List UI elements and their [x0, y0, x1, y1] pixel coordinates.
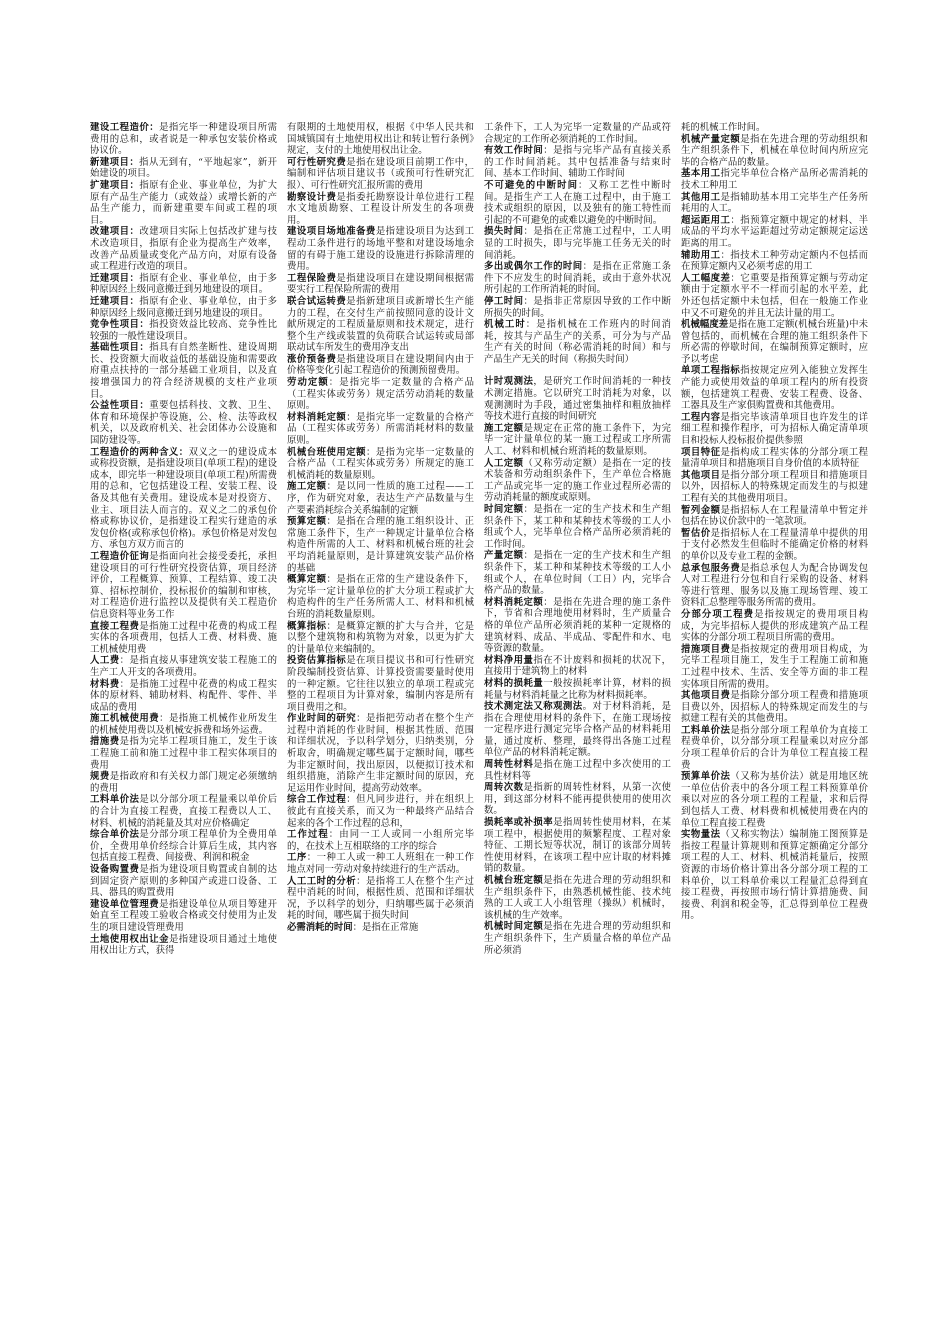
glossary-term: 周转性材料: [484, 759, 534, 771]
glossary-definition: ：指技术工种劳动定额内不包括而在预算定额内又必须考虑的用工: [681, 249, 868, 273]
glossary-term: 人工费: [90, 655, 120, 667]
glossary-definition: 指按规定应列入能独立发挥生产能力或使用效益的单项工程内的所有投资额，包括建筑工程费、安装工程费、设备、工器具及生产家俱购置费和其他费用。: [681, 365, 868, 412]
glossary-definition: 是指在先进合理的劳动组织和生产组织条件下，由熟悉机械性能、技术纯熟的工人或工人小组管理（操纵）机械时，该机械的生产效率。: [484, 875, 671, 921]
glossary-definition: 是指总承包人为配合协调发包人对工程进行分包和自行采购的设备、材料等进行管理、服务以及施工现场管理、竣工资料汇总整理等服务所需的费用。: [681, 562, 868, 609]
text-column-1: [90, 122, 277, 1272]
glossary-entry: [287, 481, 474, 516]
glossary-term: 直接工程费: [90, 620, 140, 632]
glossary-definition: ：是以同一性质的施工过程——工序，作为研究对象，表达生产产品数量与生产要素消耗综合关系编制的定额: [287, 481, 474, 516]
glossary-term: 建设单位管理费: [90, 898, 160, 910]
glossary-entry: [90, 180, 277, 226]
glossary-entry: [287, 829, 474, 852]
glossary-definition: ：又称工艺性中断时间。是指生产工人在施工过程中，由于施工技术或组织的原因，以及独有的施工特性而引起的不可避免的或难以避免的中断时间。: [484, 179, 671, 226]
glossary-definition: 是指完毕一种建设项目所需费用的总和，或者说是一种承包安装价格或协议价。: [90, 122, 277, 157]
glossary-entry: [484, 296, 671, 319]
glossary-term: 机械台班使用定额: [287, 446, 366, 458]
glossary-entry: [681, 365, 868, 411]
glossary-term: 材料净用量: [484, 654, 534, 666]
glossary-entry: [484, 261, 671, 296]
glossary-entry: [90, 679, 277, 714]
glossary-definition: 是指分部分项工程单价为直接工程费单价，以分部分项工程量乘以对应分部分项工程单价后的合计为单位工程直接工程费: [681, 724, 868, 771]
glossary-definition: 是指在先进合理的劳动组织和生产组织条件下，生产质量合格的单位产品所必须消: [484, 921, 671, 956]
glossary-entry: [287, 655, 474, 713]
glossary-definition: 是在项目提议书和可行性研究阶段编制投资估算、计算投资需要量时使用的一种定额。它往往以独立的单项工程或完整的工程项目为计算对象，编制内容是所有项目费用之和。: [287, 655, 474, 713]
glossary-term: 有效工作时间: [484, 145, 544, 157]
glossary-definition: 是指在施工定额(机械台班量)中未曾包括的，而机械在合理的施工组织条件下所必需的停歇时间，在编制预算定额时，应予以考虑: [681, 319, 868, 365]
glossary-entry: [90, 400, 277, 446]
glossary-term: 迁建项目：: [90, 295, 140, 307]
glossary-definition: ：是指在合理的施工组织设计、正常施工条件下，生产一种规定计量单位合格构造件所需的人工、材料和机械台班的社会平均消耗量原则，是计算建筑安装产品价格的基础: [287, 516, 474, 574]
glossary-definition: 是指施工过程中花费的构成工程实体的各项费用，包括人工费、材料费、施工机械使用费: [90, 620, 277, 655]
glossary-term: 工料单价法: [681, 724, 731, 736]
glossary-term: 项目特征: [681, 446, 721, 458]
glossary-term: 材料消耗定额: [484, 596, 544, 608]
glossary-entry: [484, 875, 671, 921]
glossary-entry: [484, 550, 671, 596]
glossary-entry: [287, 922, 474, 934]
glossary-term: 辅助用工: [681, 249, 721, 261]
glossary-term: 概算指标: [287, 620, 327, 632]
glossary-definition: 是指在施工过程中多次使用的工具性材料等: [484, 759, 671, 782]
glossary-term: 施工定额: [484, 422, 524, 434]
text-column-2: [287, 122, 474, 1272]
glossary-definition: 改建项目实际上包括改扩建与技术改造项目，指原有企业为提高生产效率，改善产品质量或变化产品方向，对原有设备或工程进行改造的项目。: [90, 226, 277, 273]
glossary-term: 综合单价法: [90, 829, 140, 841]
glossary-term: 分部分项工程费: [681, 608, 755, 620]
glossary-definition: 是指招标人在工程量清单中提供的用于支付必然发生但临时不能确定价格的材料的单价以及专业工程的金额。: [681, 527, 868, 562]
glossary-term: 迁建项目：: [90, 272, 140, 284]
glossary-term: 竞争性项目：: [90, 319, 150, 331]
glossary-entry: [484, 122, 671, 145]
glossary-definition: 是指建设单位从项目筹建开始直至工程竣工验收合格或交付使用为止发生的项目建设管理费用: [90, 898, 277, 933]
glossary-term: 建设工程造价：: [90, 122, 160, 133]
glossary-definition: 。对于材料消耗，是指在合理使用材料的条件下，在施工现场按一定程序进行测定完毕合格产品的材料耗用量，通过度析、整理，最终得出各施工过程单位产品的材料消耗定额。: [484, 701, 671, 759]
glossary-definition: 有限期的土地使用权，根据《中华人民共和国城镇国有土地使用权出让和转让暂行条例》规定，支付的土地使用权出让金。: [287, 122, 474, 157]
glossary-term: 基本用工: [681, 168, 721, 180]
glossary-term: 人工幅度差: [681, 272, 731, 284]
glossary-entry: [90, 829, 277, 864]
glossary-definition: ：它重要是指预算定额与劳动定额由于定额水平不一样而引起的水平差，此外还包括定额中未包括，但在一般施工作业中又不可避免的并且无法计量的用工。: [681, 272, 868, 319]
glossary-definition: 是指为建设项目购置或自制的达到固定资产原则的多种国产或进口设备、工具、器具的购置费用: [90, 864, 277, 899]
glossary-entry: [287, 377, 474, 412]
glossary-term: 土地使用权出让金: [90, 933, 169, 945]
glossary-term: 工料单价法: [90, 794, 140, 806]
glossary-entry: [681, 215, 868, 250]
glossary-term: 概算定额: [287, 574, 327, 586]
glossary-definition: ：是指为完毕一定数量的合格产品（工程实体或劳务）所规定的施工机械消耗的数量原则。: [287, 446, 474, 481]
glossary-definition: 工条件下，工人为完毕一定数量的产品或符合规定的工作所必须消耗的工作时间。: [484, 122, 671, 145]
glossary-definition: 一般按损耗率计算，材料的损耗量与材料消耗量之比称为材料损耗率。: [484, 677, 671, 701]
glossary-entry: [484, 376, 671, 422]
glossary-term: 暂估价: [681, 527, 711, 539]
glossary-term: 机械幅度差: [681, 319, 729, 331]
glossary-entry: [484, 597, 671, 655]
glossary-definition: 是指辅助基本用工完毕生产任务所耗用的人工。: [681, 191, 868, 215]
glossary-definition: 是指在先进合理的劳动组织和生产组织条件下，机械在单位时间内所应完毕的合格产品的数量。: [681, 133, 868, 168]
glossary-definition: 是指政府和有关权力部门规定必须缴纳的费用: [90, 771, 277, 794]
glossary-entry: [90, 934, 277, 957]
glossary-definition: 指完毕单位合格产品所必需消耗的技术工种用工: [681, 168, 868, 191]
glossary-entry: [90, 122, 277, 157]
glossary-definition: ：是指在正常施工过程中，工人明显的工时损失，即与完毕施工任务无关的时间消耗。: [484, 226, 671, 261]
glossary-entry: [90, 296, 277, 319]
glossary-term: 可行性研究费: [287, 156, 347, 168]
glossary-term: 涨价预备费: [287, 353, 337, 365]
glossary-entry: [681, 447, 868, 470]
glossary-term: 暂列金额: [681, 504, 721, 516]
glossary-definition: ：是概算定额的扩大与合并，它是以整个建筑物和构筑物为对象，以更为扩大的计量单位来编制的。: [287, 620, 474, 655]
glossary-term: 人工工时的分析: [287, 875, 357, 887]
glossary-entry: [681, 134, 868, 169]
glossary-term: 工作过程: [287, 829, 329, 841]
glossary-entry: [90, 899, 277, 934]
glossary-definition: 是指招标人在工程量清单中暂定并包括在协议价款中的一笔款项。: [681, 504, 868, 528]
glossary-entry: [90, 273, 277, 296]
glossary-term: 机械产量定额: [681, 133, 741, 145]
glossary-definition: ：是指在正常的生产建设条件下，为完毕一定计量单位的扩大分项工程或扩大构造构件的生产任务所需人工、材料和机械台班的消耗数量原则。: [287, 574, 474, 620]
glossary-definition: 是指分部分项工程项目和措施项目以外，因招标人的特殊规定而发生的与拟建工程有关的其他费用项目。: [681, 469, 868, 504]
glossary-entry: [484, 817, 671, 875]
glossary-term: 措施费: [90, 736, 120, 748]
glossary-definition: ：是指把劳动者在整个生产过程中消耗的作业时间，根据其性质、范围和详细状况，予以科学划分，归纳类别，分析取舍，明确规定哪些属于定额时间，哪些为非定额时间，找出原因，以便拟订技术和组织措施，消除产生非定额时间的原因，充足运用作业时间，提高劳动效率。: [287, 713, 474, 794]
glossary-entry: [484, 759, 671, 782]
glossary-definition: ：由同一工人或同一小组所完毕的，在技术上互相联络的工序的综合: [287, 829, 474, 852]
glossary-term: 投资估算指标: [287, 655, 347, 667]
glossary-entry: [681, 412, 868, 447]
glossary-definition: 指原有企业、事业单位，由于多种原因经上级同意搬迁到另地建设的项目。: [90, 272, 277, 296]
glossary-term: 预算单价法: [681, 771, 731, 783]
glossary-entry: [287, 794, 474, 829]
glossary-term: 施工定额: [287, 481, 327, 493]
glossary-entry: [484, 921, 671, 956]
glossary-entry: [287, 354, 474, 377]
glossary-entry: [484, 701, 671, 759]
glossary-term: 必需消耗的时间: [287, 921, 353, 933]
glossary-entry: [90, 342, 277, 400]
glossary-term: 其他项目费: [681, 690, 731, 702]
glossary-term: 工程造价征询: [90, 550, 150, 562]
glossary-entry: [681, 192, 868, 215]
glossary-term: 劳动定额: [287, 377, 329, 389]
glossary-entry: [484, 504, 671, 550]
glossary-entry: [287, 122, 474, 157]
glossary-entry: [681, 470, 868, 505]
glossary-definition: 是指建设项目通过土地使用权出让方式，获得: [90, 933, 277, 957]
spacer: [484, 365, 671, 376]
glossary-entry: [681, 168, 868, 191]
glossary-term: 设备购置费: [90, 864, 140, 875]
glossary-term: 周转次数: [484, 782, 524, 794]
glossary-term: 勘察设计费: [287, 191, 337, 203]
glossary-definition: ：但凡同步进行，并在组织上彼此有直接关系，而又为一种最终产品结合起来的各个工作过程的总和，: [287, 794, 474, 829]
glossary-term: 措施项目费: [681, 643, 731, 655]
glossary-entry: [90, 319, 277, 342]
glossary-entry: [287, 157, 474, 192]
glossary-definition: （又称劳动定额）是指在一定的技术装备和劳动组织条件下，生产单位合格施工产品或完毕一定的施工作业过程所必需的劳动消耗量的额度或原则。: [484, 457, 671, 504]
glossary-term: 超运距用工: [681, 214, 731, 226]
glossary-term: 人工定额: [484, 457, 524, 469]
glossary-term: 工程造价的两种含义：: [90, 446, 189, 458]
glossary-entry: [484, 458, 671, 504]
glossary-entry: [484, 678, 671, 701]
glossary-definition: 是指为完毕工程项目施工，发生于该工程施工前和施工过程中非工程实体项目的费用: [90, 736, 277, 771]
glossary-definition: 指从无到有，“平地起家”，新开始建设的项目。: [90, 156, 277, 180]
glossary-term: 计时观测法: [484, 376, 534, 388]
glossary-entry: [287, 713, 474, 794]
glossary-term: 技术测定法又称观测法: [484, 701, 583, 713]
glossary-term: 工序: [287, 852, 307, 864]
glossary-definition: ：是指在一定的生产技术和生产组织条件下，某工种和某种技术等级的工人小组或个人，在单位时间（工日）内，完毕合格产品的数量。: [484, 550, 671, 597]
glossary-definition: 是指建设项目为达到工程动工条件进行的场地平整和对建设场地余留的有碍于施工建设的设施进行拆除清理的费用。: [287, 226, 474, 273]
glossary-definition: ：指预算定额中规定的材料、半成品的平均水平运距超过劳动定额规定运送距离的用工。: [681, 214, 868, 249]
glossary-definition: 指原有企业、事业单位，由于多种原因经上级同意搬迁到另地建设的项目。: [90, 295, 277, 319]
glossary-entry: [681, 690, 868, 725]
glossary-entry: [287, 296, 474, 354]
glossary-term: 时间定额: [484, 504, 524, 515]
glossary-entry: [90, 771, 277, 794]
glossary-entry: [287, 447, 474, 482]
document-page: [90, 122, 870, 1272]
glossary-entry: [681, 563, 868, 609]
glossary-entry: [484, 423, 671, 458]
glossary-entry: [681, 505, 868, 528]
glossary-entry: [681, 644, 868, 690]
glossary-term: 损失时间: [484, 226, 524, 238]
glossary-term: 损耗率或补损率: [484, 817, 554, 829]
glossary-entry: [90, 864, 277, 899]
glossary-term: 预算定额: [287, 516, 327, 528]
glossary-term: 多出或偶尔工作的时间: [484, 261, 583, 273]
glossary-entry: [287, 621, 474, 656]
glossary-term: 机械台班定额: [484, 875, 544, 886]
glossary-definition: ：是指在一定的生产技术和生产组织条件下，某工种和某种技术等级的工人小组或个人，完毕单位合格产品所必须消耗的工作时间。: [484, 504, 671, 550]
glossary-definition: 是指新建项目或新增长生产能力的工程，在交付生产前按照同意的设计文献所规定的工程质量原则和技术规定，进行整个生产线或装置的负荷联合试运转或局部联动试车所发生的费用净支出: [287, 295, 474, 354]
glossary-entry: [90, 551, 277, 621]
glossary-entry: [90, 447, 277, 551]
glossary-term: 材料费: [90, 678, 120, 690]
glossary-entry: [681, 528, 868, 563]
glossary-term: 新建项目：: [90, 156, 140, 168]
glossary-term: 基础性项目：: [90, 342, 150, 354]
glossary-term: 不可避免的中断时间: [484, 179, 579, 191]
glossary-definition: ：一种工人或一种工人班组在一种工作地点对同一劳动对象持续进行的生产活动。: [287, 852, 474, 875]
glossary-definition: ：是指完毕一定数量的合格产品（工程实体或劳务）规定活劳动消耗的数量原则。: [287, 377, 474, 412]
glossary-definition: ：是指将工人在整个生产过程中消耗的时间，根据性质、范围和详细状况，予以科学的划分，归纳哪些属于必须消耗的时间，哪些属于损失时间: [287, 875, 474, 922]
glossary-entry: [90, 157, 277, 180]
glossary-definition: 是指面向社会接受委托，承担建设项目的可行性研究投资估算，项目经济评价，工程概算、预算、工程结算、竣工决算、招标控制价，投标报价的编制和审核，对工程造价进行监控以及提供有关工程造价信息资料等业务工作: [90, 550, 277, 620]
text-column-4: [681, 122, 868, 1272]
glossary-term: 材料的损耗量: [484, 677, 544, 689]
glossary-entry: [681, 273, 868, 319]
glossary-entry: [287, 876, 474, 922]
glossary-definition: 是指新的周转性材料，从第一次使用，到这部分材料不能再提供使用的使用次数。: [484, 782, 671, 817]
glossary-entry: [287, 226, 474, 272]
glossary-definition: ：是指在正常施: [352, 921, 419, 933]
glossary-definition: 是指按规定的费用项目构成，为完毕工程项目施工，发生于工程施工前和施工过程中技术、生活、安全等方面的非工程实体项目所需的费用。: [681, 643, 868, 690]
glossary-entry: [90, 621, 277, 656]
glossary-entry: [90, 226, 277, 272]
text-column-3: [484, 122, 671, 1272]
glossary-definition: 是指周转性使用材料，在某项工程中，根据使用的频繁程度、工程对象特征、工期长短等状况，制订的该部分周转性使用材料，在该项工程中应计取的材料摊销的数量。: [484, 817, 671, 875]
glossary-term: 施工机械使用费: [90, 713, 160, 725]
glossary-definition: 双义之一的建设成本或称投资额，是指建设项目(单项工程)的建设成本，即完毕一种建设项目(单项工程)所需费用的总和，它包括建设工程、安装工程、设备及其他有关费用。建设成本是对投资方、业主、项目法人而言的。双义之二的承包价格或称协议价，是指建设工程实行建造的承发包价格(或称承包价格)。承包价格是对发包方、承包方双方而言的: [90, 446, 277, 551]
glossary-entry: [90, 736, 277, 771]
glossary-term: 停工时间: [484, 295, 524, 307]
glossary-definition: 指在不计废料和损耗的状况下，直接用于建筑物上的材料: [484, 654, 671, 678]
glossary-entry: [287, 273, 474, 296]
glossary-term: 联合试运转费: [287, 295, 347, 307]
glossary-term: 改建项目：: [90, 226, 140, 238]
glossary-entry: [681, 609, 868, 644]
glossary-definition: 是以分部分项工程量乘以单价后的合计为直接工程费，直接工程费以人工、材料、机械的消耗量及其对应价格确定: [90, 794, 277, 829]
glossary-entry: [287, 516, 474, 574]
glossary-entry: [90, 713, 277, 736]
glossary-definition: ：是指非正常原因导致的工作中断所损失的时间。: [484, 295, 671, 319]
glossary-entry: [484, 782, 671, 817]
glossary-entry: [287, 852, 474, 875]
glossary-definition: 重要包括科技、文教、卫生、体育和环境保护等设施，公、检、法等政权机关，以及政府机关、社会团体办公设施和国防建设等。: [90, 400, 277, 447]
glossary-entry: [484, 319, 671, 365]
glossary-definition: 是分部分项工程单价为全费用单价，全费用单价经综合计算后生成，其内容包括直接工程费、间接费、利润和税金: [90, 829, 277, 864]
glossary-entry: [484, 655, 671, 678]
glossary-term: 其他项目: [681, 469, 721, 481]
glossary-term: 工程保险费: [287, 272, 337, 284]
glossary-definition: 耗的机械工作时间。: [681, 122, 766, 133]
glossary-definition: 指具有自然垄断性、建设周期长、投资额大而收益低的基础设施和需要政府重点扶持的一部分基础工业项目，以及直接增强国力的符合经济规模的支柱产业项目。: [90, 342, 277, 400]
glossary-definition: 指原有企业、事业单位，为扩大原有产品生产能力（或效益）或增长新的产品生产能力，而新建重要车间或工程的项目。: [90, 179, 277, 226]
glossary-definition: ：是指完毕一定数量的合格产品（工程实体或劳务）所需消耗材料的数量原则。: [287, 411, 474, 447]
glossary-definition: 是指委托勘察设计单位进行工程水文地质勘察、工程设计所发生的各项费用。: [287, 191, 474, 226]
glossary-term: 建设项目场地准备费: [287, 226, 376, 238]
glossary-definition: （又称实物法）编制施工图预算是指按工程量计算规则和预算定额确定分部分项工程的人工、材料、机械消耗量后，按照资源的市场价格计算出各分部分项工程的工料单价，以工料单价乘以工程量汇总得到直接工程费，再按照市场行情计算措施费、间接费、利润和税金等，汇总得到单位工程费用。: [681, 829, 868, 922]
glossary-term: 工程内容: [681, 411, 721, 423]
glossary-definition: 是指构成工程实体的分部分项工程量清单项目和措施项目自身价值的本质特征: [681, 446, 868, 470]
glossary-definition: ：是指在正常施工条件下不应发生的时间消耗，或由于意外状况所引起的工作所消耗的时间。: [484, 261, 671, 296]
glossary-entry: [681, 319, 868, 365]
glossary-definition: （又称为基价法）就是用地区统一单位估价表中的各分项工程工料预算单价乘以对应的各分项工程的工程量，求和后得到包括人工费、材料费和机械使用费在内的单位工程直接工程费: [681, 771, 868, 829]
glossary-definition: 是指除分部分项工程费和措施项目费以外，因招标人的特殊规定而发生的与拟建工程有关的其他费用。: [681, 690, 868, 725]
glossary-definition: ：是指与完毕产品有直接关系的工作时间消耗。其中包括准备与结束时间、基本工作时间、辅助工作时间: [484, 145, 671, 180]
glossary-term: 综合工作过程: [287, 794, 347, 806]
glossary-definition: ：是指直接从事建筑安装工程施工的生产工人开支的各项费用。: [90, 655, 277, 678]
glossary-entry: [681, 829, 868, 922]
glossary-entry: [681, 250, 868, 273]
glossary-term: 产量定额: [484, 550, 524, 562]
glossary-term: 材料消耗定额: [287, 411, 347, 423]
glossary-term: 扩建项目：: [90, 179, 140, 191]
glossary-entry: [681, 771, 868, 829]
glossary-definition: 是指在建设项目前期工作中，编制和评估项目建议书（或预可行性研究汇报）、可行性研究汇报所需的费用: [287, 156, 474, 191]
glossary-entry: [681, 725, 868, 771]
glossary-term: 总承包服务费: [681, 562, 741, 574]
glossary-entry: [90, 794, 277, 829]
glossary-term: 公益性项目：: [90, 400, 150, 412]
glossary-term: 实物量法: [681, 829, 721, 841]
glossary-term: 作业时间的研究: [287, 713, 357, 725]
glossary-entry: [681, 122, 868, 134]
glossary-entry: [484, 180, 671, 226]
glossary-entry: [287, 192, 474, 227]
glossary-definition: 指投资效益比较高、竞争性比较强的一般性建设项目。: [90, 319, 277, 342]
glossary-term: 其他用工: [681, 191, 721, 203]
glossary-definition: ：是指在先进合理的施工条件下，节省和合理地使用材料时，生产质量合格的单位产品所必须消耗的某种一定规格的建筑材料、成品、半成品、零配件和水、电等资源的数量。: [484, 596, 671, 655]
glossary-definition: 是指建设项目在建设期间根据需要实行工程保险所需的费用: [287, 272, 474, 296]
glossary-definition: 是指建设项目在建设期间内由于价格等变化引起工程造价的预测预留费用。: [287, 353, 474, 377]
glossary-definition: ：是指机械在工作班内的时间消耗，按其与产品生产的关系，可分为与产品生产有关的时间（称必需消耗的时间）和与产品生产无关的时间（称损失时间）: [484, 319, 671, 365]
glossary-definition: ：是指施工机械作业所发生的机械使用费以及机械安拆费和场外运费。: [90, 713, 277, 736]
glossary-entry: [90, 655, 277, 678]
glossary-term: 机械时间定额: [484, 921, 544, 933]
glossary-definition: ：是指施工过程中花费的构成工程实体的原材料、辅助材料、构配件、零件、半成品的费用: [90, 678, 277, 713]
glossary-definition: 是指按规定的费用项目构成，为完毕招标人提供的形成建筑产品工程实体的分部分项工程项目所需的费用。: [681, 608, 868, 644]
glossary-term: 机械工时: [484, 319, 526, 331]
glossary-definition: 是规定在正常的施工条件下，为完毕一定计量单位的某一施工过程或工序所需人工、材料和机械台班消耗的数量原则。: [484, 422, 671, 458]
glossary-definition: ，是研究工作时间消耗的一种技术测定措施。它以研究工时消耗为对象，以观测测时为手段，通过密集抽样和粗放抽样等技术进行直接的时间研究: [484, 376, 671, 423]
glossary-term: 单项工程指标: [681, 365, 741, 377]
glossary-term: 规费: [90, 771, 110, 783]
glossary-entry: [484, 145, 671, 180]
glossary-entry: [287, 412, 474, 447]
glossary-entry: [287, 574, 474, 620]
glossary-entry: [484, 226, 671, 261]
glossary-definition: 是指完毕该清单项目也许发生的详细工程和操作程序，可为招标人确定清单项目和投标人投标报价提供参照: [681, 411, 868, 447]
